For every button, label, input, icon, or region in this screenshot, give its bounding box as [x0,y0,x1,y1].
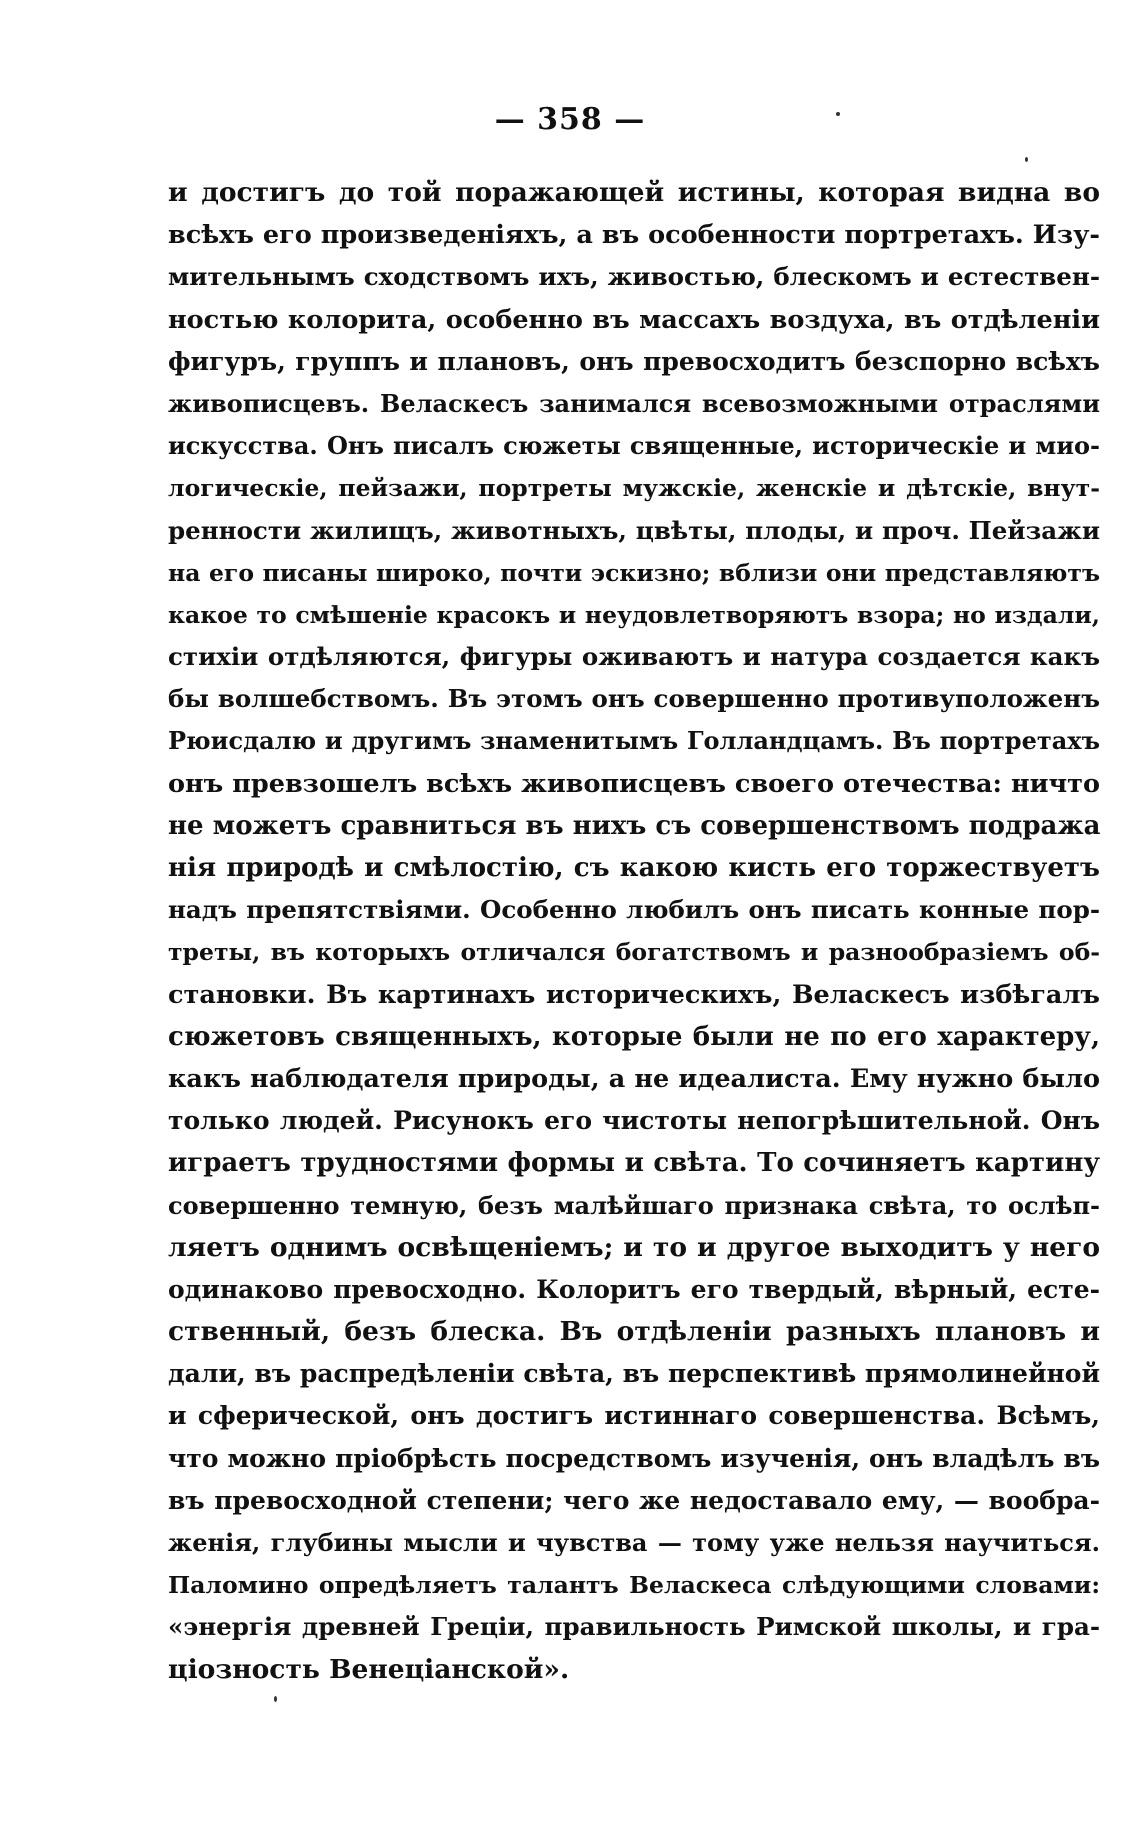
text-line: всѣхъ его произведеніяхъ, а въ особенности портретахъ. Изу- [168,220,1100,251]
text-line: Рюисдалю и другимъ знаменитымъ Голландцамъ. Въ портретахъ [168,726,1100,756]
page-number: — 358 — [494,102,646,137]
text-line: какъ наблюдателя природы, а не идеалиста. Ему нужно было [168,1063,1100,1094]
print-speck [1025,157,1028,162]
text-line: бы волшебствомъ. Въ этомъ онъ совершенно противуположенъ [168,684,1100,714]
text-line: искусства. Онъ писалъ сюжеты священные, историческіе и мио- [168,431,1100,461]
text-line: мительнымъ сходствомъ ихъ, живостью, блескомъ и естествен- [168,262,1100,292]
text-line: какое то смѣшеніе красокъ и неудовлетворяютъ взора; но издали, [168,600,1100,629]
text-line: онъ превзошелъ всѣхъ живописцевъ своего отечества: ничто [168,768,1100,799]
text-line: ностью колорита, особенно въ массахъ воздуха, въ отдѣленіи [168,304,1100,335]
text-line: «энергія древней Греціи, правильность Римской школы, и гра- [168,1612,1100,1642]
text-line: въ превосходной степени; чего же недоставало ему, — вообра- [168,1485,1100,1515]
print-speck [836,112,840,116]
text-line: на его писаны широко, почти эскизно; вблизи они представляютъ [168,558,1100,587]
text-line: становки. Въ картинахъ историческихъ, Веласкесъ избѣгалъ [168,979,1100,1010]
text-line: надъ препятствіями. Особенно любилъ онъ писать конные пор- [168,895,1100,925]
text-line: нія природѣ и смѣлостію, съ какою кисть его торжествуетъ [168,853,1100,883]
body-text [168,172,1100,1691]
text-line: играетъ трудностями формы и свѣта. То сочиняетъ картину [168,1148,1100,1179]
text-line: совершенно темную, безъ малѣйшаго признака свѣта, то ослѣп- [168,1190,1100,1220]
text-line-final: ціозность Венеціанской». [168,1653,570,1685]
text-line: треты, въ которыхъ отличался богатствомъ и разнообразіемъ об- [168,938,1100,967]
text-line: женія, глубины мысли и чувства — тому уже нельзя научиться. [168,1528,1100,1557]
text-line: стихіи отдѣляются, фигуры оживаютъ и натура создается какъ [168,642,1100,672]
text-line: не можетъ сравниться въ нихъ съ совершенствомъ подража [168,810,1100,841]
print-speck [274,1696,277,1702]
text-line: ственный, безъ блеска. Въ отдѣленіи разныхъ плановъ и [168,1316,1100,1348]
text-line: одинаково превосходно. Колоритъ его твердый, вѣрный, есте- [168,1274,1100,1304]
text-line: что можно пріобрѣсть посредствомъ изученія, онъ владѣлъ въ [168,1443,1100,1473]
text-line: фигуръ, группъ и плановъ, онъ превосходитъ безспорно всѣхъ [168,346,1100,376]
text-line: логическіе, пейзажи, портреты мужскіе, женскіе и дѣтскіе, внут- [168,474,1100,503]
text-line: живописцевъ. Веласкесъ занимался всевозможными отраслями [168,388,1100,418]
text-line: ляетъ однимъ освѣщеніемъ; и то и другое выходитъ у него [168,1231,1100,1263]
text-line: и сферической, онъ достигъ истиннаго совершенства. Всѣмъ, [168,1401,1100,1431]
text-line: дали, въ распредѣленіи свѣта, въ перспективѣ прямолинейной [168,1359,1100,1389]
text-line: и достигъ до той поражающей истины, которая видна во [168,177,1100,208]
text-line: только людей. Рисунокъ его чистоты непогрѣшительной. Онъ [168,1106,1100,1136]
text-line: сюжетовъ священныхъ, которые были не по его характеру, [168,1021,1100,1052]
text-line: Паломино опредѣляетъ талантъ Веласкеса слѣдующими словами: [168,1571,1100,1600]
text-line: ренности жилищъ, животныхъ, цвѣты, плоды, и проч. Пейзажи [168,515,1100,545]
